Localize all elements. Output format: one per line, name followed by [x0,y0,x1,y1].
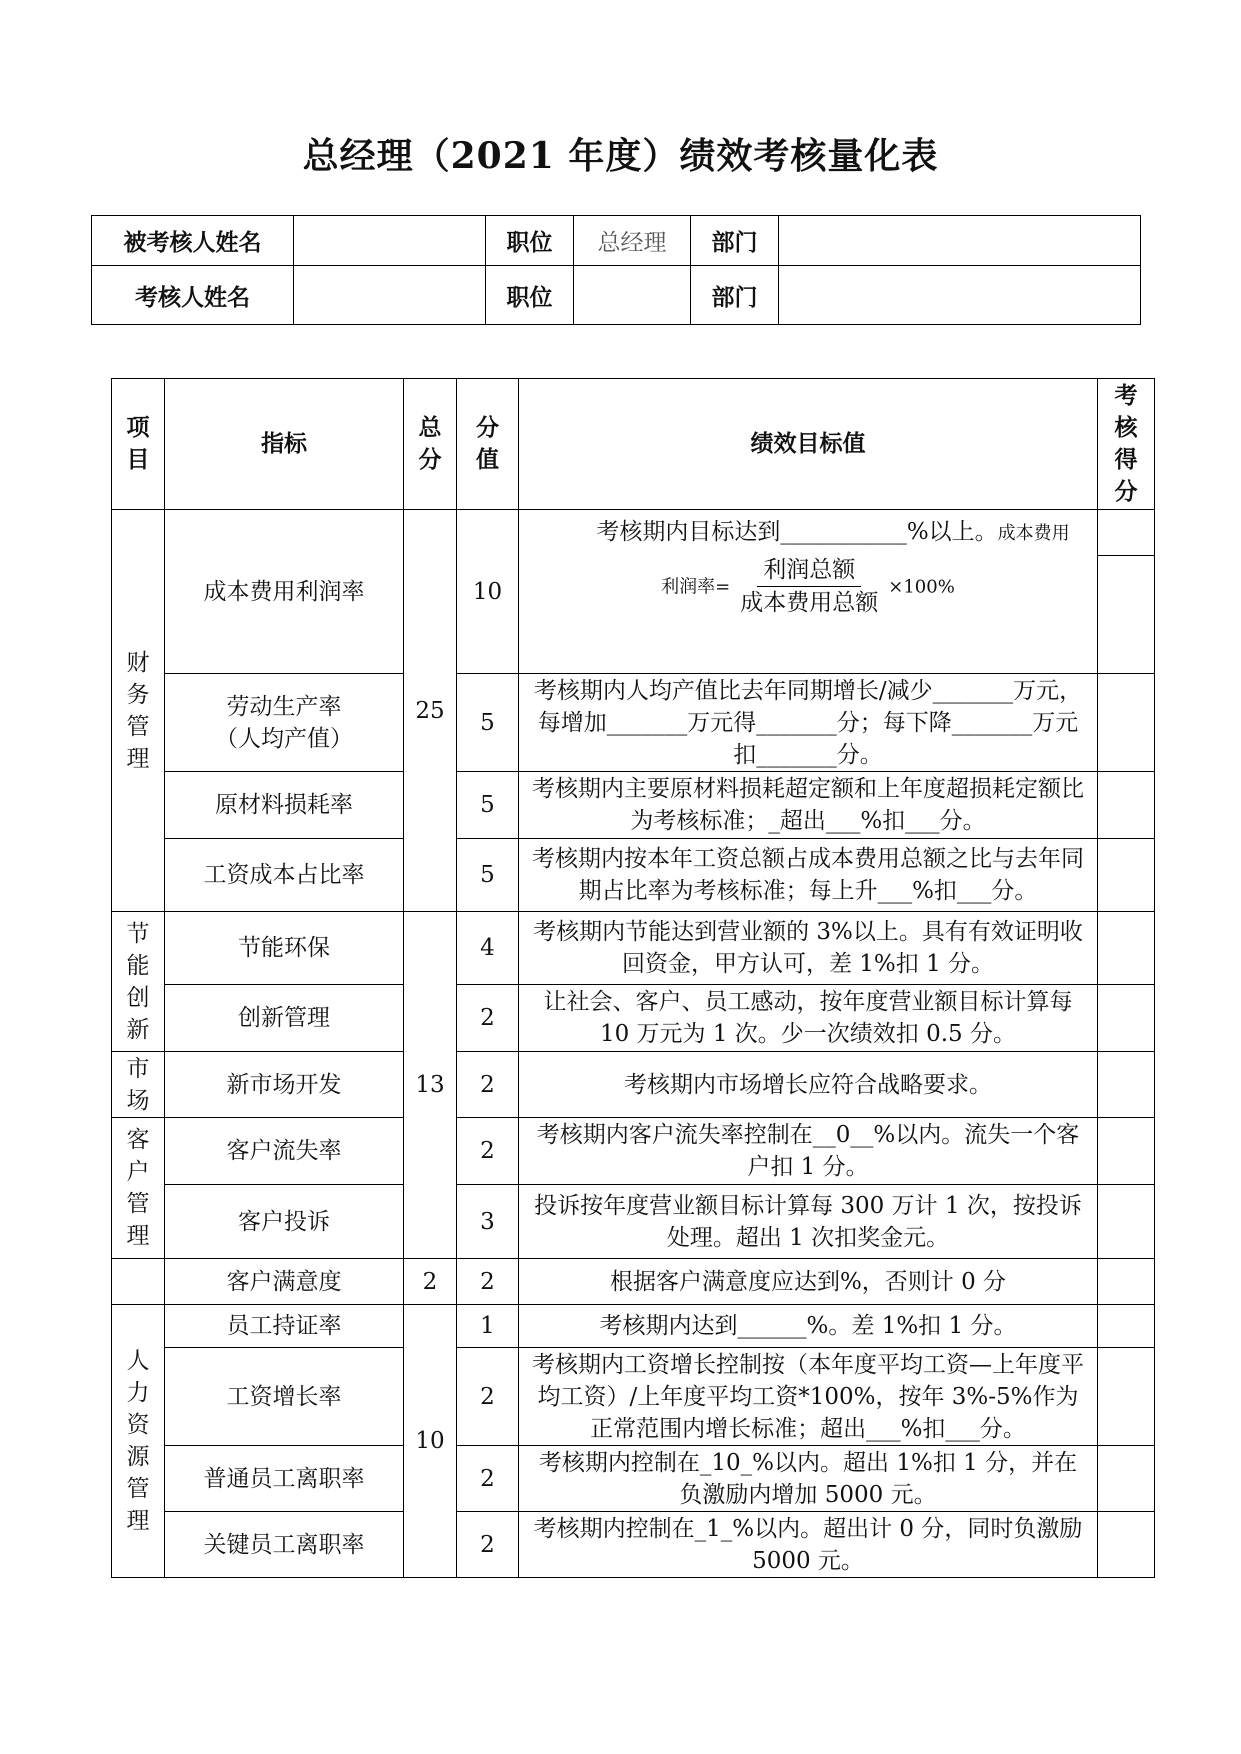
header-item: 项目 [112,379,165,510]
formula-fraction [734,554,884,619]
score-cell: 2 [457,1512,519,1578]
total-finance: 25 [404,510,457,912]
target-cell: 考核期内节能达到营业额的 3%以上。具有有效证明收回资金，甲方认可，差 1%扣 1 分。 [519,912,1098,985]
score-cell: 5 [457,674,519,772]
result-field[interactable] [1098,1446,1155,1512]
score-cell: 4 [457,912,519,985]
formula-suffix: ×100% [888,576,955,598]
indicator-cell: 节能环保 [165,912,404,985]
target-cell: 考核期内按本年工资总额占成本费用总额之比与去年同期占比率为考核标准；每上升___%扣___分。 [519,839,1098,912]
assessor-name-field[interactable] [294,266,486,325]
result-field[interactable] [1098,772,1155,839]
position-label: 职位 [486,216,574,266]
target-cell: 考核期内主要原材料损耗超定额和上年度超损耗定额比为考核标准；_超出___%扣___分。 [519,772,1098,839]
score-cell: 2 [457,1348,519,1446]
result-field[interactable] [1098,1185,1155,1259]
indicator-cell: 原材料损耗率 [165,772,404,839]
assessor-position-field[interactable] [574,266,691,325]
score-cell: 10 [457,510,519,674]
formula-numerator: 利润总额 [757,554,861,587]
assessment-table [111,378,1155,1578]
indicator-cell: 劳动生产率（人均产值） [165,674,404,772]
total-satisfaction: 2 [404,1259,457,1305]
indicator-cell: 工资成本占比率 [165,839,404,912]
group-finance: 财务管理 [112,510,165,912]
group-market: 市场 [112,1052,165,1118]
target-cell: 考核期内控制在_10_%以内。超出 1%扣 1 分，并在负激励内增加 5000 元。 [519,1446,1098,1512]
score-cell: 2 [457,1118,519,1185]
score-cell: 2 [457,1259,519,1305]
result-field[interactable] [1098,1259,1155,1305]
score-cell: 2 [457,1446,519,1512]
group-customer: 客户管理 [112,1118,165,1259]
score-cell: 5 [457,772,519,839]
target-cell: 让社会、客户、员工感动，按年度营业额目标计算每 10 万元为 1 次。少一次绩效扣 0.5 分。 [519,985,1098,1052]
result-field[interactable] [1098,839,1155,912]
header-target: 绩效目标值 [519,379,1098,510]
target-cell: 考核期内达到______%。差 1%扣 1 分。 [519,1305,1098,1348]
group-energy-innovation: 节能创新 [112,912,165,1052]
result-field[interactable] [1098,912,1155,985]
score-cell: 2 [457,1052,519,1118]
indicator-cell: 新市场开发 [165,1052,404,1118]
indicator-cell: 创新管理 [165,985,404,1052]
indicator-cell: 成本费用利润率 [165,510,404,674]
header-result: 考核得分 [1098,379,1155,510]
target-cell: 根据客户满意度应达到%，否则计 0 分 [519,1259,1098,1305]
info-table [91,215,1141,325]
result-field[interactable] [1098,1348,1155,1446]
formula-prefix: 利润率= [661,576,731,598]
result-field[interactable] [1098,1052,1155,1118]
target-cell: 考核期内控制在_1_%以内。超出计 0 分，同时负激励 5000 元。 [519,1512,1098,1578]
target-cell: 考核期内工资增长控制按（本年度平均工资—上年度平均工资）/上年度平均工资*100%，按年 3%-5%作为正常范围内增长标准；超出___%扣___分。 [519,1348,1098,1446]
assessor-name-label: 考核人姓名 [92,266,294,325]
indicator-cell: 员工持证率 [165,1305,404,1348]
assessee-name-field[interactable] [294,216,486,266]
target-cell: 考核期内客户流失率控制在__0__%以内。流失一个客户扣 1 分。 [519,1118,1098,1185]
target-cell: 考核期内市场增长应符合战略要求。 [519,1052,1098,1118]
assessor-department-field[interactable] [779,266,1141,325]
indicator-cell: 客户满意度 [165,1259,404,1305]
result-field[interactable] [1098,556,1155,674]
assessor-department-label: 部门 [691,266,779,325]
target-text: 考核期内目标达到___________%以上。 [596,519,998,545]
score-cell: 2 [457,985,519,1052]
target-small-text: 成本费用 [997,523,1070,544]
indicator-cell: 工资增长率 [165,1348,404,1446]
department-label: 部门 [691,216,779,266]
page-title: 总经理（2021 年度）绩效考核量化表 [302,135,939,177]
indicator-cell: 关键员工离职率 [165,1512,404,1578]
header-total: 总分 [404,379,457,510]
header-indicator: 指标 [165,379,404,510]
result-field[interactable] [1098,1512,1155,1578]
total-hr: 10 [404,1305,457,1578]
group-hr: 人力资源管理 [112,1305,165,1578]
assessee-name-label: 被考核人姓名 [92,216,294,266]
formula-denominator: 成本费用总额 [740,590,879,616]
indicator-cell: 客户流失率 [165,1118,404,1185]
score-cell: 3 [457,1185,519,1259]
result-field[interactable] [1098,674,1155,772]
assessor-position-label: 职位 [486,266,574,325]
indicator-cell: 普通员工离职率 [165,1446,404,1512]
target-cell: 考核期内人均产值比去年同期增长/减少_______万元，每增加_______万元得_______分；每下降_______万元扣_______分。 [519,674,1098,772]
score-cell: 1 [457,1305,519,1348]
target-cell [519,510,1098,674]
result-field[interactable] [1098,985,1155,1052]
result-field[interactable] [1098,510,1155,556]
score-cell: 5 [457,839,519,912]
group-empty [112,1259,165,1305]
result-field[interactable] [1098,1118,1155,1185]
target-cell: 投诉按年度营业额目标计算每 300 万计 1 次，按投诉处理。超出 1 次扣奖金元。 [519,1185,1098,1259]
result-field[interactable] [1098,1305,1155,1348]
department-field[interactable] [779,216,1141,266]
total-mid: 13 [404,912,457,1259]
position-field[interactable]: 总经理 [574,216,691,266]
indicator-cell: 客户投诉 [165,1185,404,1259]
header-score: 分值 [457,379,519,510]
